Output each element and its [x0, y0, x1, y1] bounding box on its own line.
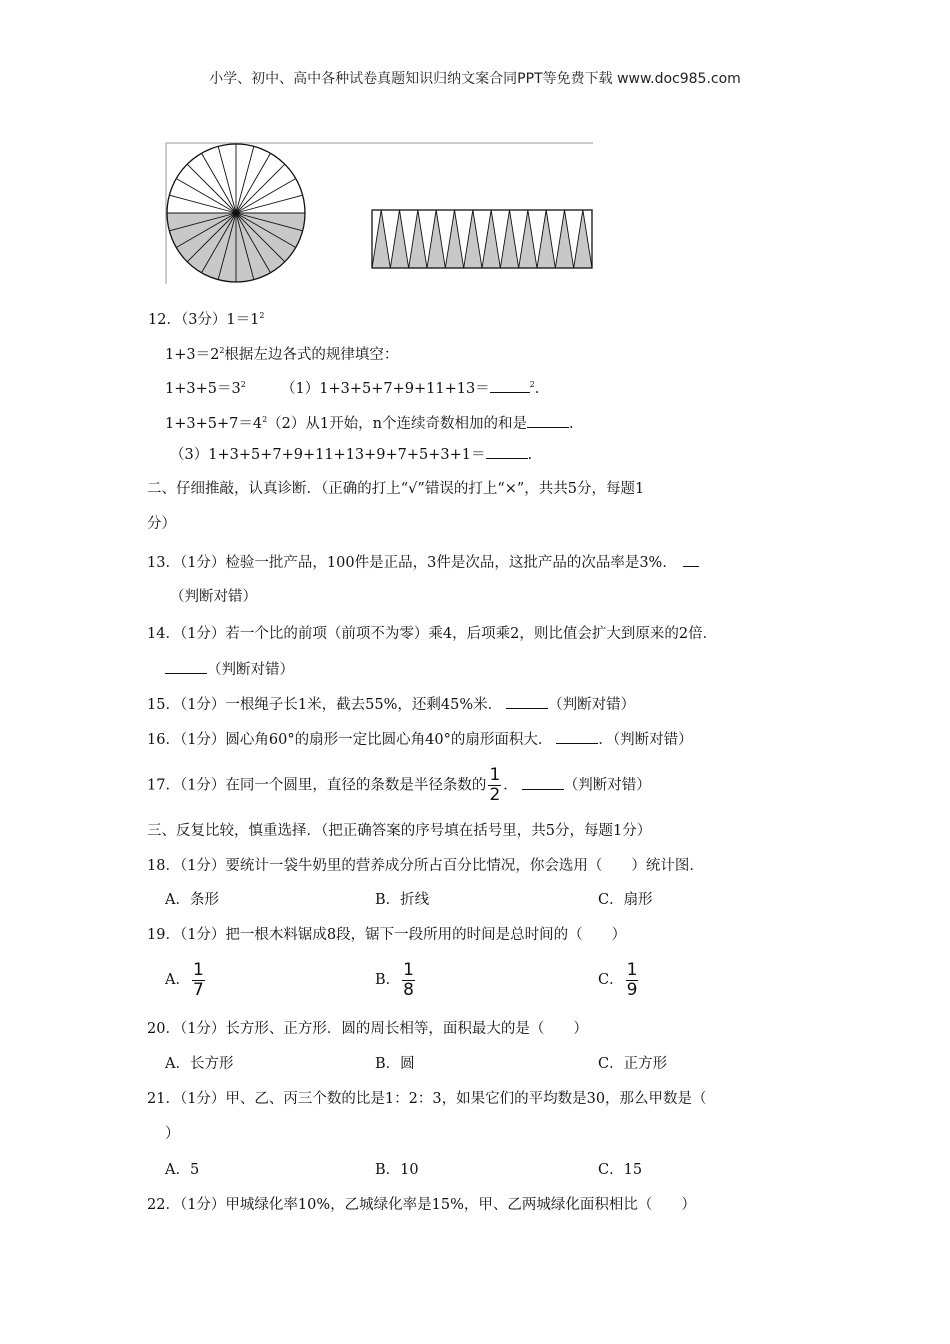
- answer-blank[interactable]: [527, 413, 569, 428]
- answer-blank[interactable]: [165, 659, 207, 674]
- shaded-sector: [482, 210, 500, 268]
- q20-option-b[interactable]: B．圆: [375, 1056, 415, 1072]
- q16: 16．（1分）圆心角60°的扇形一定比圆心角40°的扇形面积大． ．（判断对错）: [147, 729, 693, 750]
- q15: 15．（1分）一根绳子长1米，截去55%，还剩45%米． （判断对错）: [147, 694, 635, 715]
- answer-blank[interactable]: [683, 552, 699, 567]
- shaded-sector: [464, 210, 482, 268]
- q18-option-a[interactable]: A．条形: [165, 892, 219, 908]
- q12-line2: $1+3=2^2$根据左边各式的规律填空：: [165, 346, 399, 363]
- q12-line1: 12．（3分）$1=1^2$: [148, 311, 265, 328]
- q20: 20．（1分）长方形、正方形．圆的周长相等，面积最大的是（ ）: [147, 1021, 588, 1037]
- circle-sectors-figure: [165, 142, 595, 285]
- q21-option-b[interactable]: B．10: [375, 1162, 419, 1178]
- q19-option-b[interactable]: B． $\frac{1}{8}$: [375, 959, 414, 1000]
- q13: 13．（1分）检验一批产品，100件是正品，3件是次品，这批产品的次品率是3%．: [147, 552, 699, 573]
- shaded-sector: [372, 210, 390, 268]
- q13-cont: （判断对错）: [170, 589, 257, 605]
- q18-option-c[interactable]: C．扇形: [598, 892, 653, 908]
- page-header: 小学、初中、高中各种试卷真题知识归纳文案合同PPT等免费下载 www.doc985.com: [209, 71, 741, 87]
- fraction-one-half: $\frac{1}{2}$: [489, 765, 501, 805]
- sector-radius: [218, 146, 236, 213]
- shaded-sector: [574, 210, 592, 268]
- divided-circle: [167, 144, 305, 282]
- q12-line5: （3）1+3+5+7+9+11+13+9+7+5+3+1＝ .: [170, 444, 532, 465]
- shaded-sector: [390, 210, 408, 268]
- rearranged-rectangle: [372, 210, 592, 268]
- q20-option-c[interactable]: C．正方形: [598, 1056, 668, 1072]
- shaded-sector: [500, 210, 518, 268]
- q22: 22．（1分）甲城绿化率10%，乙城绿化率是15%，甲、乙两城绿化面积相比（ ）: [147, 1197, 696, 1213]
- q12-line3: $1+3+5=3^2$ （1）1+3+5+7+9+11+13＝ $^2$.: [165, 380, 540, 397]
- sector-radius: [236, 146, 254, 213]
- answer-blank[interactable]: [506, 694, 548, 709]
- section2-title: 二、仔细推敲，认真诊断．（正确的打上“√”错误的打上“×”，共共5分，每题1: [147, 481, 645, 497]
- q17: 17．（1分）在同一个圆里，直径的条数是半径条数的 $\frac{1}{2}$ ． （判断对错）: [147, 765, 651, 805]
- shaded-sector: [537, 210, 555, 268]
- shaded-sector: [409, 210, 427, 268]
- section3-title: 三、反复比较，慎重选择．（把正确答案的序号填在括号里，共5分，每题1分）: [147, 823, 652, 839]
- q19: 19．（1分）把一根木料锯成8段，锯下一段所用的时间是总时间的（ ）: [147, 927, 627, 943]
- shaded-sector: [445, 210, 463, 268]
- q14-cont: （判断对错）: [165, 659, 294, 680]
- answer-blank[interactable]: [556, 729, 598, 744]
- shaded-sector: [555, 210, 573, 268]
- answer-blank[interactable]: [522, 775, 564, 790]
- fraction-one-ninth: $\frac{1}{9}$: [626, 959, 638, 1000]
- q21-option-c[interactable]: C．15: [598, 1162, 643, 1178]
- answer-blank[interactable]: [486, 444, 528, 459]
- q19-option-c[interactable]: C． $\frac{1}{9}$: [598, 959, 638, 1000]
- answer-blank[interactable]: [490, 378, 530, 393]
- shaded-sector: [427, 210, 445, 268]
- q19-option-a[interactable]: A． $\frac{1}{7}$: [165, 959, 204, 1000]
- q21-option-a[interactable]: A．5: [165, 1162, 200, 1178]
- q14: 14．（1分）若一个比的前项（前项不为零）乘4，后项乘2，则比值会扩大到原来的2倍．: [147, 626, 718, 642]
- q12-line4: $1+3+5+7=4^2(2)$从1开始，n个连续奇数相加的和是 .: [165, 415, 574, 432]
- q18-option-b[interactable]: B．折线: [375, 892, 430, 908]
- q21: 21．（1分）甲、乙、丙三个数的比是1：2：3，如果它们的平均数是30，那么甲数是（: [147, 1091, 707, 1107]
- sector-radius: [169, 195, 236, 213]
- sector-radius: [236, 195, 303, 213]
- fraction-one-seventh: $\frac{1}{7}$: [192, 959, 204, 1000]
- section2-title-cont: 分）: [147, 516, 176, 532]
- q18: 18．（1分）要统计一袋牛奶里的营养成分所占百分比情况，你会选用（ ）统计图．: [147, 858, 704, 874]
- q21-cont: ）: [165, 1126, 180, 1142]
- shaded-sector: [519, 210, 537, 268]
- q20-option-a[interactable]: A．长方形: [165, 1056, 234, 1072]
- fraction-one-eighth: $\frac{1}{8}$: [403, 959, 414, 1000]
- circle-to-rectangle-diagram: [165, 142, 595, 285]
